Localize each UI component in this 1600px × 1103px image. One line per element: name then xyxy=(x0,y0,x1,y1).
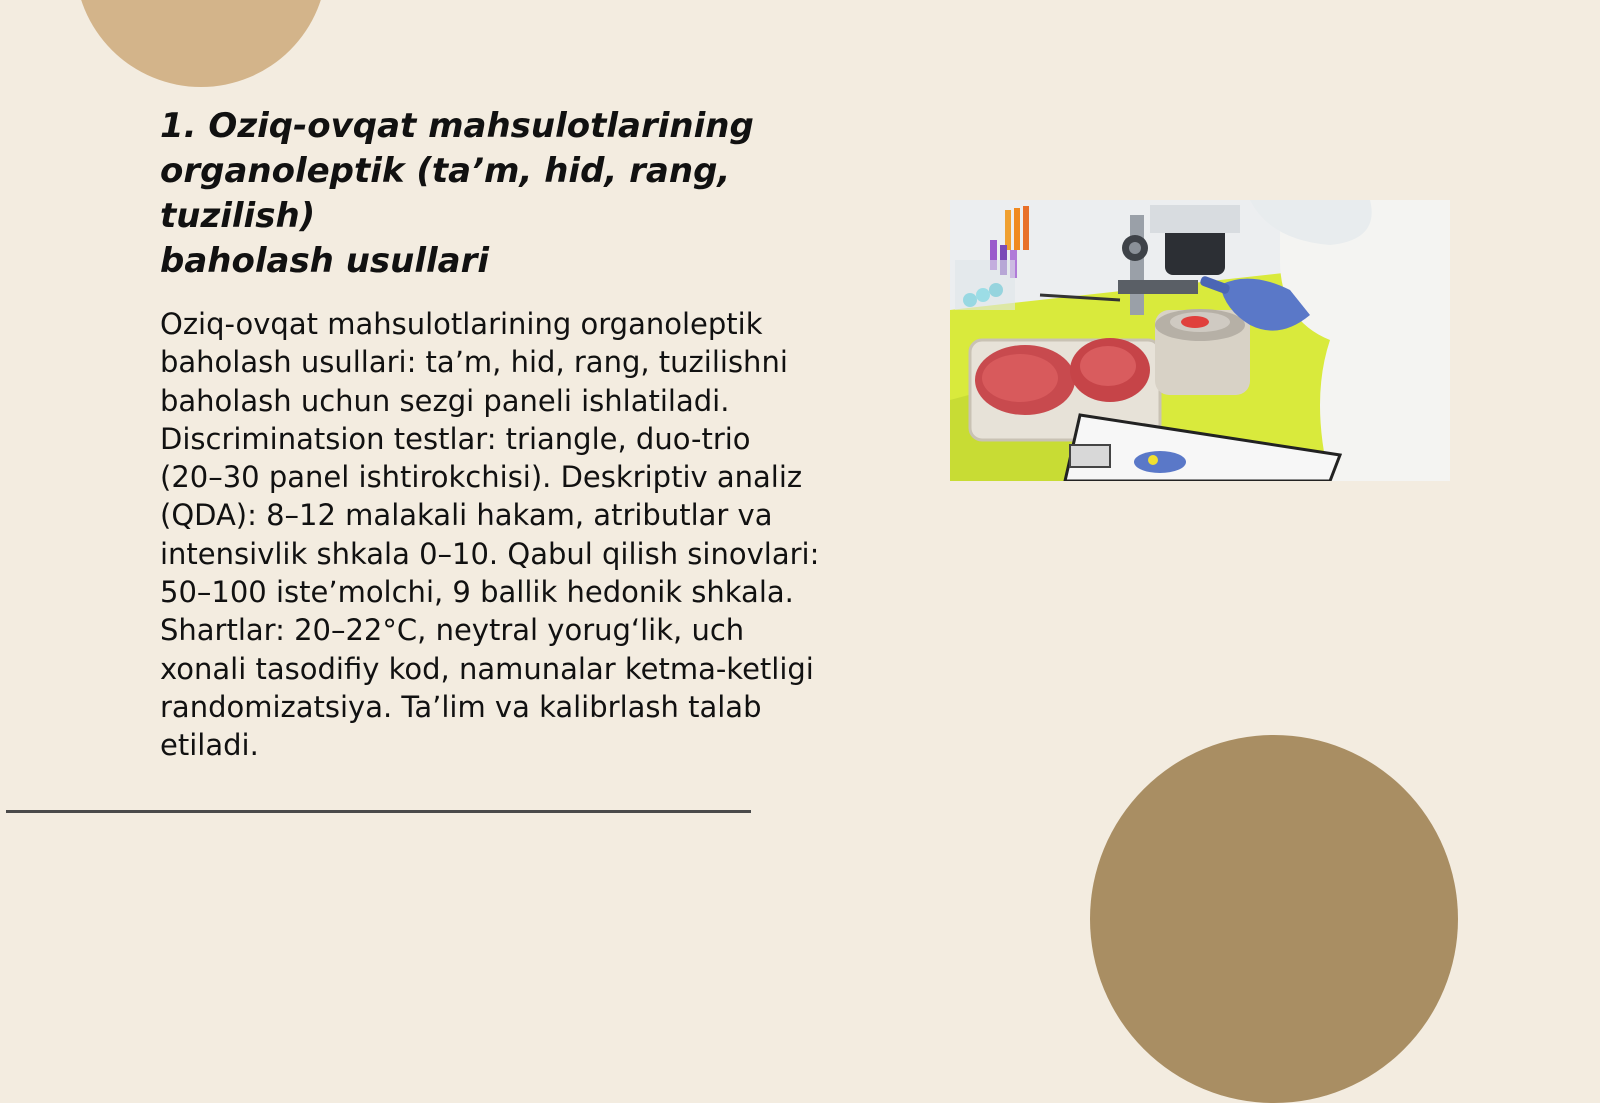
body-line: Shartlar: 20–22°C, neytral yorugʻlik, uch xyxy=(160,613,745,648)
body-line: 50–100 iste’molchi, 9 ballik hedonik shkala. xyxy=(160,575,794,610)
body-line: (20–30 panel ishtirokchisi). Deskriptiv analiz xyxy=(160,460,803,495)
decorative-circle-bottom xyxy=(1090,735,1458,1103)
body-line: intensivlik shkala 0–10. Qabul qilish sinovlari: xyxy=(160,536,820,571)
body-line: baholash uchun sezgi paneli ishlatiladi. xyxy=(160,383,730,418)
body-line: (QDA): 8–12 malakali hakam, atributlar va xyxy=(160,498,773,533)
slide-body-text xyxy=(160,305,850,765)
title-line: organoleptik (ta’m, hid, rang, tuzilish) xyxy=(160,151,731,236)
slide-title xyxy=(160,104,860,284)
body-line: randomizatsiya. Ta’lim va kalibrlash talab xyxy=(160,689,762,724)
body-line: Oziq-ovqat mahsulotlarining organoleptik xyxy=(160,307,763,341)
body-line: Discriminatsion testlar: triangle, duo-trio xyxy=(160,421,751,456)
lab-meat-analysis-photo xyxy=(950,200,1450,481)
body-line: baholash usullari: ta’m, hid, rang, tuzilishni xyxy=(160,345,788,380)
divider-line xyxy=(6,810,751,813)
body-line: etiladi. xyxy=(160,728,259,763)
title-line: baholash usullari xyxy=(160,241,490,281)
body-line: xonali tasodifiy kod, namunalar ketma-ketligi xyxy=(160,651,814,686)
decorative-circle-top xyxy=(75,0,327,87)
title-line: 1. Oziq-ovqat mahsulotlarining xyxy=(160,106,754,146)
